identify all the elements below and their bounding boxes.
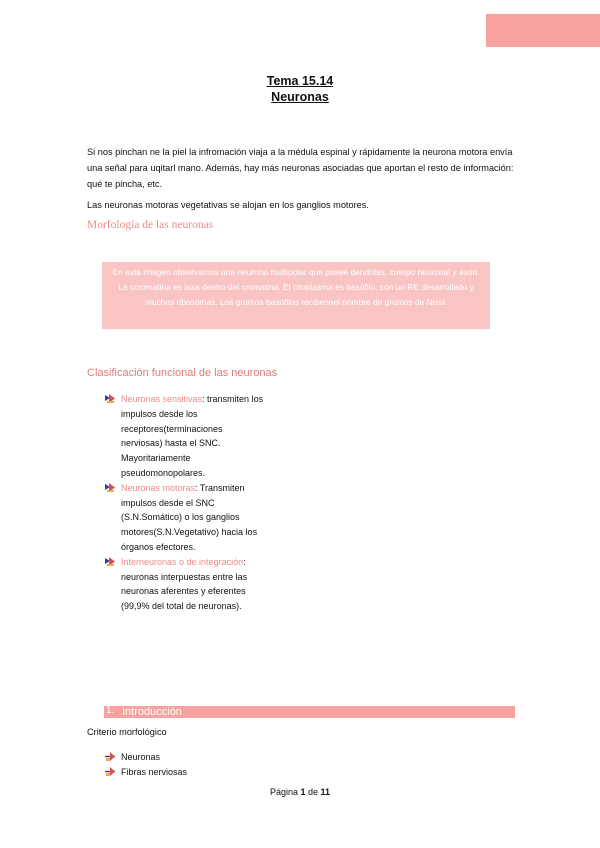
item-term: Neuronas sensitivas [121,394,203,404]
heading-morfologia: Morfología de las neuronas [87,219,214,231]
section-title: Introducción [122,706,182,718]
criterio-label: Criterio morfológico [87,727,167,737]
classification-list [104,392,264,614]
list-item [104,481,264,555]
title-line-1: Tema 15.14 [266,74,334,88]
page-current: 1 [300,787,306,797]
paragraph-2: Las neuronas motoras vegetativas se alojan en los ganglios motores. [87,200,369,210]
header-corner-tab [486,14,600,47]
arrow-bullet-icon [104,482,116,493]
page-title [0,73,600,105]
list-item [104,765,187,780]
page-footer [0,787,600,797]
item-text: Neuronas [121,752,161,762]
list-item [104,555,264,614]
arrow-bullet-icon [104,556,116,567]
heading-clasificacion: Clasificación funcional de las neuronas [87,367,278,379]
page-of: de [308,787,319,797]
paragraph-1: Si nos pinchan ne la piel la infromación viaja a la médula espinal y rápidamente la neurona motora envía una señal para uqitarl mano. Además, hay más neuronas asociadas que aportan el resto de información: qué te pincha, etc. [87,147,514,189]
item-term: Neuronas motoras [121,482,196,493]
criterio-list [104,750,187,780]
item-text: : Transmiten impulsos desde el SNC (S.N.Somático) o los ganglios motores(S.N.Vegetativo) hacia los órganos efectores. [121,482,258,552]
item-text: : neuronas interpuestas entre las neuronas aferentes y eferentes (99,9% del total de neuronas). [121,556,248,612]
item-text: : transmiten los impulsos desde los receptores(terminaciones nerviosas) hasta el SNC. Mayoritariamente pseudomonopolares. [121,394,264,478]
page-word: Página [269,787,298,797]
arrow-bullet-icon [104,766,116,777]
page-total: 11 [320,787,331,797]
section-heading-bar [104,706,515,718]
image-caption-callout: En esta imagen observamos una neurona multipolar que posee dendritas, cuerpo neuronal y axón. La ccromatina es laxa dentro del cromatina. El citoplasma es basófilo, con un RE desarrollado y muchos ribosomas. Los grumos basófilos recibennel nombre de grumos de Nissl. [102,262,490,329]
title-line-2: Neuronas [271,90,329,104]
arrow-bullet-icon [104,393,116,404]
item-term: Interneuronas o de integración [121,556,244,567]
list-item [104,750,187,765]
list-item [104,392,264,481]
item-text: Fibras nerviosas [121,767,188,777]
section-number: 1. [106,705,115,716]
arrow-bullet-icon [104,751,116,762]
